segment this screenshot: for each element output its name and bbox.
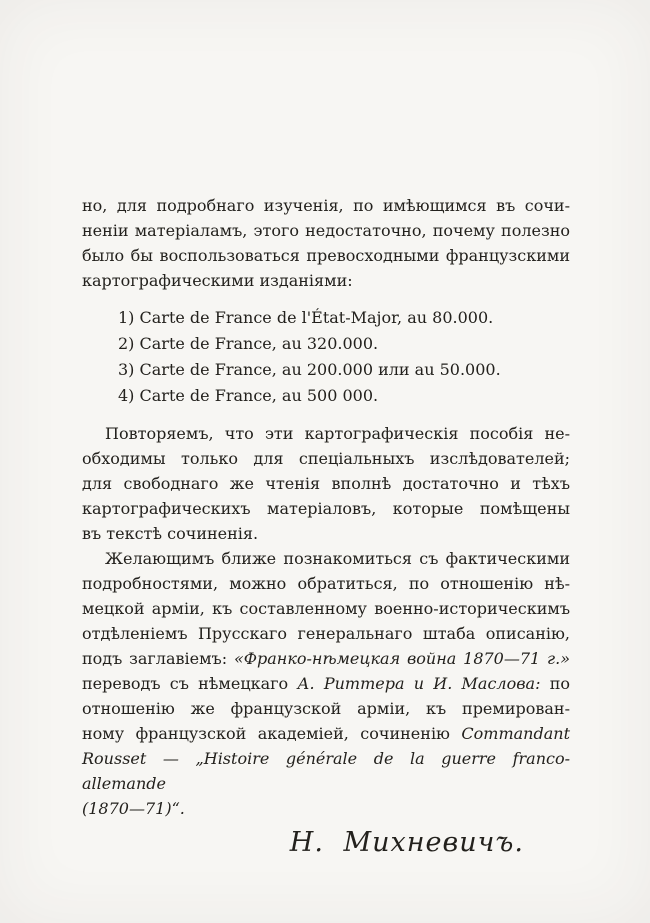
text-segment: было бы воспользоваться превосходными французскими bbox=[82, 246, 570, 265]
text-line bbox=[82, 446, 570, 471]
text-segment: неніи матеріаламъ, этого недостаточно, почему полезно bbox=[82, 221, 570, 240]
text-line bbox=[82, 193, 570, 218]
text-segment: переводъ съ нѣмецкаго bbox=[82, 674, 298, 693]
text-segment: ному французской академіей, сочиненію bbox=[82, 724, 462, 743]
author-signature: Н. Михневичъ. bbox=[289, 827, 524, 858]
map-list bbox=[118, 305, 570, 409]
paragraph-repeat-note bbox=[82, 421, 570, 546]
text-line bbox=[82, 596, 570, 621]
text-block bbox=[82, 193, 570, 861]
map-list-item: 4) Carte de France, au 500 000. bbox=[118, 386, 379, 405]
text-line bbox=[82, 621, 570, 646]
text-segment: по bbox=[540, 674, 570, 693]
text-line bbox=[82, 646, 570, 671]
text-segment: подробностями, можно обратиться, по отношенію нѣ- bbox=[82, 574, 570, 593]
text-segment: Желающимъ ближе познакомиться съ фактическими bbox=[105, 549, 570, 568]
text-line bbox=[82, 421, 570, 446]
text-segment: обходимы только для спеціальныхъ изслѣдователей; bbox=[82, 449, 570, 468]
italic-text-segment: (1870—71)“. bbox=[82, 799, 185, 818]
text-segment: картографическими изданіями: bbox=[82, 271, 353, 290]
text-segment: отношенію же французской арміи, къ премирован- bbox=[82, 699, 570, 718]
map-list-item: 2) Carte de France, au 320.000. bbox=[118, 334, 379, 353]
text-line bbox=[82, 746, 570, 796]
map-list-item: 1) Carte de France de l'État-Major, au 80.000. bbox=[118, 308, 494, 327]
text-segment: для свободнаго же чтенія вполнѣ достаточно и тѣхъ bbox=[82, 474, 570, 493]
text-line bbox=[82, 243, 570, 268]
text-line bbox=[82, 546, 570, 571]
map-list-item: 3) Carte de France, au 200.000 или au 50.000. bbox=[118, 360, 501, 379]
text-segment: картографическихъ матеріаловъ, которые помѣщены bbox=[82, 499, 570, 518]
text-line bbox=[82, 571, 570, 596]
paragraph-sources bbox=[82, 546, 570, 821]
text-line bbox=[82, 268, 570, 293]
text-line bbox=[82, 721, 570, 746]
text-segment: подъ заглавіемъ: bbox=[82, 649, 234, 668]
italic-text-segment: А. Риттера и И. Маслова: bbox=[297, 674, 541, 693]
text-segment: отдѣленіемъ Прусскаго генеральнаго штаба описанію, bbox=[82, 624, 570, 643]
text-segment: Повторяемъ, что эти картографическія пособія не- bbox=[105, 424, 570, 443]
text-line bbox=[82, 671, 570, 696]
text-line bbox=[82, 796, 570, 821]
text-segment: мецкой арміи, къ составленному военно-историческимъ bbox=[82, 599, 570, 618]
italic-text-segment: Commandant bbox=[461, 724, 570, 743]
text-segment: въ текстѣ сочиненія. bbox=[82, 524, 259, 543]
paragraph-intro bbox=[82, 193, 570, 293]
text-segment: но, для подробнаго изученія, по имѣющимся въ сочи- bbox=[82, 196, 570, 215]
text-line bbox=[82, 218, 570, 243]
text-line bbox=[82, 471, 570, 496]
text-line bbox=[82, 696, 570, 721]
italic-text-segment: «Франко-нѣмецкая война 1870—71 г.» bbox=[233, 649, 570, 668]
text-line bbox=[82, 496, 570, 521]
text-line bbox=[82, 521, 570, 546]
italic-text-segment: Rousset — „Histoire générale de la guerre franco-allemande bbox=[82, 749, 570, 793]
